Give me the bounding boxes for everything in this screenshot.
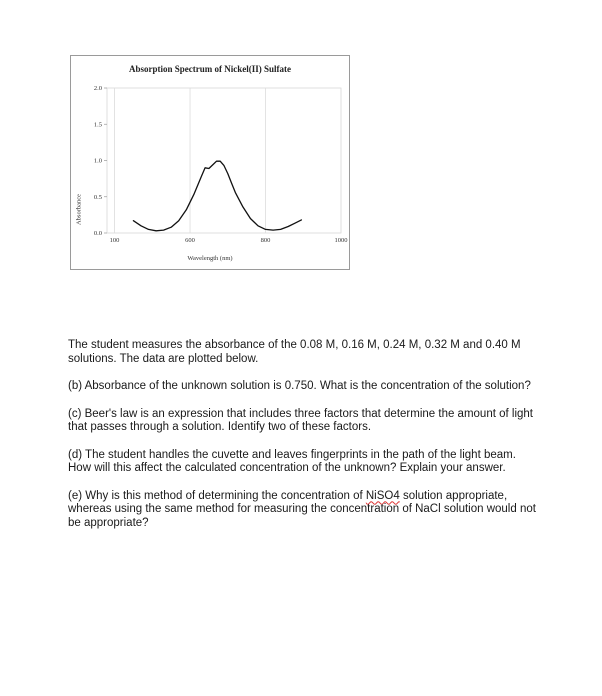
question-c: (c) Beer's law is an expression that includes three factors that determine the amount of light that passes through a solution. Identify two of these factors.	[68, 407, 533, 433]
x-axis-label: Wavelength (nm)	[187, 255, 233, 262]
x-tick-label: 600	[185, 237, 195, 244]
series-line	[133, 161, 301, 231]
x-tick-label: 1000	[334, 237, 348, 244]
question-e	[68, 490, 540, 531]
question-b: (b) Absorbance of the unknown solution is 0.750. What is the concentration of the solution?	[68, 380, 531, 392]
y-tick-label: 1.5	[93, 121, 102, 129]
x-tick-label: 800	[260, 237, 271, 244]
chart-title: Absorption Spectrum of Nickel(II) Sulfate	[129, 64, 291, 74]
y-tick-label: 2.0	[93, 85, 102, 92]
spellcheck-term: NiSO4	[365, 489, 400, 502]
plot-area	[107, 88, 341, 233]
x-tick-label: 100	[109, 237, 120, 244]
question-e-end: solution appropriate, whereas using the same method for measuring the concentration of NaCl solution would not be appropriate?	[68, 489, 536, 529]
spectrum-figure	[70, 55, 350, 270]
y-axis-label: Absorbance	[75, 193, 83, 226]
chart-plot	[71, 56, 351, 271]
question-e-start: (e) Why is this method of determining the concentration of	[68, 489, 366, 502]
y-tick-label: 0.0	[93, 230, 102, 237]
question-text	[68, 339, 540, 544]
y-tick-label: 1.0	[93, 157, 102, 165]
question-d: (d) The student handles the cuvette and leaves fingerprints in the path of the light beam. How will this affect the calculated concentration of the unknown? Explain your answer.	[68, 448, 516, 474]
y-tick-label: 0.5	[93, 193, 102, 201]
intro-paragraph: The student measures the absorbance of the 0.08 M, 0.16 M, 0.24 M, 0.32 M and 0.40 M solutions. The data are plotted below.	[68, 339, 521, 365]
